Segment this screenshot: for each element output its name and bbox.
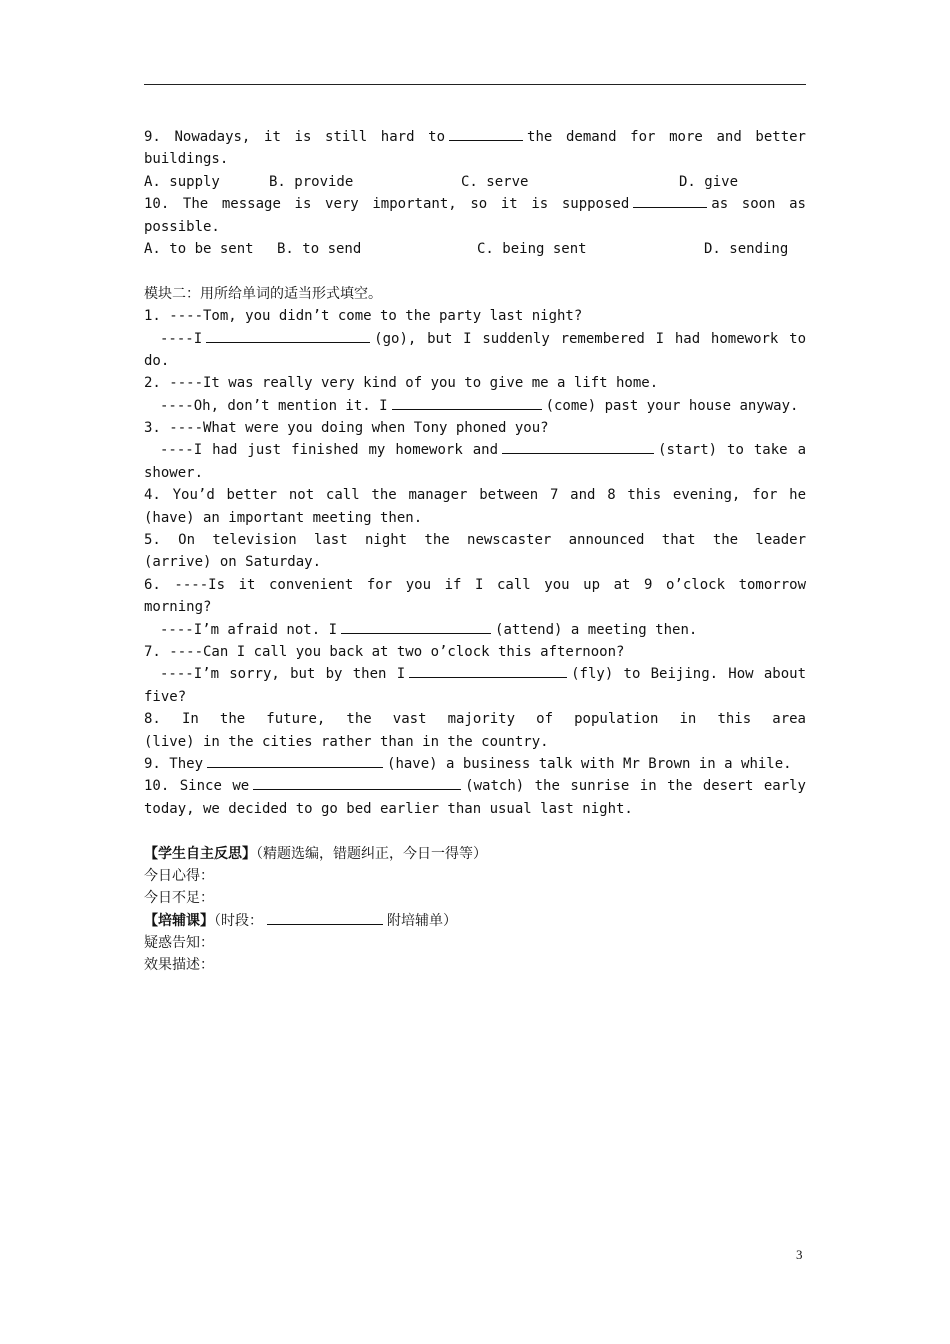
m2-q7-line2: ----I’m sorry, but by then I (fly) to Beijing. How about — [144, 663, 806, 685]
option-d: D. give — [679, 173, 739, 190]
m2-q8-line2: (live) in the cities rather than in the country. — [144, 733, 549, 750]
m2-q3-line3: shower. — [144, 464, 204, 481]
option-c: C. serve — [461, 173, 529, 190]
q10-stem-cont: possible. — [144, 218, 220, 235]
m2-q2-line2: ----Oh, don’t mention it. I (come) past your house anyway. — [144, 395, 806, 417]
m2-q1-line3: do. — [144, 352, 170, 369]
answer-blank[interactable] — [392, 395, 542, 410]
m2-q4-line1: 4. You’d better not call the manager between 7 and 8 this evening, for he — [144, 487, 806, 504]
m2-q3-line1: 3. ----What were you doing when Tony phoned you? — [144, 420, 549, 437]
option-b: B. provide — [269, 173, 354, 190]
q9-options — [144, 171, 806, 193]
m2-q10-line1: 10. Since we (watch) the sunrise in the desert early — [144, 775, 806, 797]
today-gain-label: 今日心得： — [144, 867, 214, 884]
q9-stem-cont: buildings. — [144, 151, 229, 168]
header-rule — [144, 84, 806, 85]
m2-q7-line1: 7. ----Can I call you back at two o’clock this afternoon? — [144, 643, 625, 660]
m2-q1-line2: ----I (go), but I suddenly remembered I had homework to — [144, 328, 806, 350]
answer-blank[interactable] — [502, 439, 654, 454]
m2-q6-line3: ----I’m afraid not. I (attend) a meeting then. — [144, 619, 806, 641]
option-b: B. to send — [277, 240, 362, 257]
m2-q2-line1: 2. ----It was really very kind of you to give me a lift home. — [144, 375, 659, 392]
time-slot-blank[interactable] — [267, 910, 383, 925]
today-lack-label: 今日不足： — [144, 890, 214, 907]
m2-q6-line1: 6. ----Is it convenient for you if I call you up at 9 o’clock tomorrow — [144, 576, 806, 593]
q10-options — [144, 238, 806, 260]
q10-stem: 10. The message is very important, so it is supposed as soon as — [144, 193, 806, 215]
m2-q1-line1: 1. ----Tom, you didn’t come to the party last night? — [144, 308, 583, 325]
doubt-label: 疑惑告知： — [144, 935, 214, 952]
m2-q7-line3: five? — [144, 688, 187, 705]
m2-q10-line2: today, we decided to go bed earlier than usual last night. — [144, 800, 633, 817]
m2-q8-line1: 8. In the future, the vast majority of population in this area — [144, 711, 806, 728]
answer-blank[interactable] — [409, 663, 567, 678]
m2-q6-line2: morning? — [144, 599, 212, 616]
m2-q4-line2: (have) an important meeting then. — [144, 509, 423, 526]
answer-blank[interactable] — [206, 328, 370, 343]
option-a: A. supply — [144, 173, 220, 190]
m2-q9-line1: 9. They (have) a business talk with Mr Brown in a while. — [144, 753, 806, 775]
m2-q5-line2: (arrive) on Saturday. — [144, 554, 322, 571]
worksheet-body — [144, 126, 806, 977]
reflection-heading: 【学生自主反思】（精题选编，错题纠正，今日一得等） — [144, 845, 487, 862]
option-d: D. sending — [704, 240, 789, 257]
answer-blank[interactable] — [341, 619, 491, 634]
effect-label: 效果描述： — [144, 957, 214, 974]
tutoring-heading: 【培辅课】（时段： 附培辅单） — [144, 910, 806, 932]
answer-blank[interactable] — [633, 193, 707, 208]
answer-blank[interactable] — [207, 753, 383, 768]
m2-q3-line2: ----I had just finished my homework and (start) to take a — [144, 439, 806, 461]
m2-q5-line1: 5. On television last night the newscaster announced that the leader — [144, 532, 806, 549]
q9-stem: 9. Nowadays, it is still hard to the demand for more and better — [144, 126, 806, 148]
answer-blank[interactable] — [449, 126, 523, 141]
module2-heading: 模块二：用所给单词的适当形式填空。 — [144, 285, 382, 302]
option-a: A. to be sent — [144, 240, 254, 257]
answer-blank[interactable] — [253, 775, 461, 790]
option-c: C. being sent — [477, 240, 587, 257]
page-number: 3 — [796, 1247, 803, 1262]
